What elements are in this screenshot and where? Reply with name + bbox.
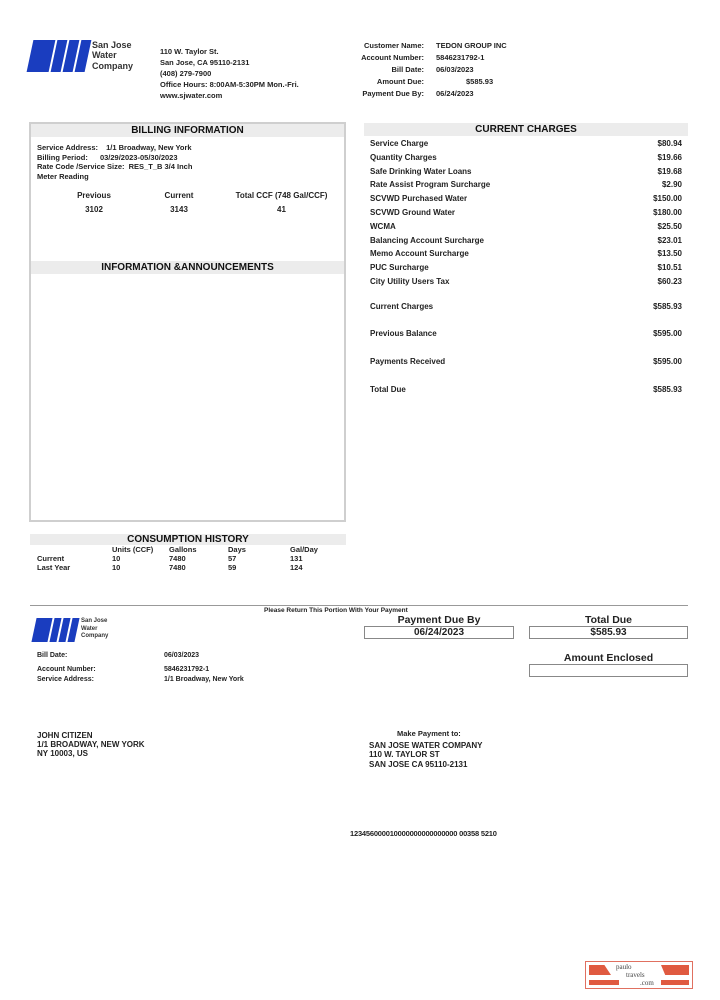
charge-row <box>370 192 682 206</box>
website-link[interactable]: www.sjwater.com <box>160 91 223 100</box>
summary-total-due <box>370 385 682 394</box>
consumption-table <box>37 545 318 572</box>
total-ccf-value: 41 <box>277 205 286 214</box>
charge-amount: $150.00 <box>653 194 682 204</box>
ocr-scan-line: 123456000010000000000000000 00358 5210 <box>350 829 497 838</box>
summary-current-charges <box>370 302 682 311</box>
account-number-value: 5846231792-1 <box>436 53 485 62</box>
charge-label: Rate Assist Program Surcharge <box>370 180 491 190</box>
billing-period-row <box>37 153 338 163</box>
summary-amount: $585.93 <box>653 302 682 311</box>
header-gal-day: Gal/Day <box>290 545 318 554</box>
customer-mailing-address <box>37 731 145 758</box>
days-cell: 59 <box>228 563 237 572</box>
payment-due-label: Payment Due By: <box>362 89 424 98</box>
total-due-value: $585.93 <box>529 626 688 639</box>
company-address <box>160 46 299 101</box>
units-cell: 10 <box>112 563 121 572</box>
company-name-line: Water <box>81 625 98 632</box>
bill-date-value: 06/03/2023 <box>164 652 200 659</box>
current-header: Current <box>164 191 194 200</box>
service-address-label: Service Address: <box>37 676 94 683</box>
charge-amount: $2.90 <box>661 180 682 190</box>
summary-label: Total Due <box>370 385 406 394</box>
payment-due-value: 06/24/2023 <box>436 89 474 98</box>
charge-row <box>370 275 682 289</box>
charge-label: City Utility Users Tax <box>370 276 450 286</box>
address-line: NY 10003, US <box>37 749 88 758</box>
payment-due-by-field <box>364 614 514 639</box>
customer-info <box>340 41 600 98</box>
charge-label: SCVWD Ground Water <box>370 207 456 217</box>
address-line: SAN JOSE WATER COMPANY <box>369 740 483 750</box>
charge-label: Balancing Account Surcharge <box>370 235 484 245</box>
table-row <box>37 554 318 563</box>
announcements-title: INFORMATION &ANNOUNCEMENTS <box>31 261 344 274</box>
charge-amount: $19.68 <box>657 166 682 176</box>
bill-date-label: Bill Date: <box>391 65 424 74</box>
return-notice: Please Return This Portion With Your Payment <box>264 607 408 614</box>
watermark-line: .com <box>640 979 654 987</box>
units-cell: 10 <box>112 554 121 563</box>
table-row <box>37 563 318 572</box>
charge-amount: $19.66 <box>657 152 682 162</box>
row-label: Last Year <box>37 563 71 572</box>
company-name <box>81 618 108 641</box>
charge-label: WCMA <box>370 221 396 231</box>
summary-payments-received <box>370 357 682 366</box>
address-line: 1/1 BROADWAY, NEW YORK <box>37 740 145 749</box>
bill-date-label: Bill Date: <box>37 652 68 659</box>
address-line: 110 W. TAYLOR ST <box>369 750 440 759</box>
company-name-line: Company <box>81 633 109 639</box>
service-address-row <box>37 143 338 153</box>
previous-reading: 3102 <box>85 205 103 214</box>
meter-reading-table <box>31 191 344 214</box>
amount-enclosed-field <box>529 652 688 677</box>
charge-amount: $60.23 <box>657 276 682 286</box>
charge-amount: $13.50 <box>657 249 682 259</box>
total-due-label: Total Due <box>584 614 633 626</box>
current-charges-panel <box>364 123 688 289</box>
billing-period-value: 03/29/2023-05/30/2023 <box>99 152 178 162</box>
watermark-stripe-icon <box>589 965 611 975</box>
charge-label: SCVWD Purchased Water <box>370 194 468 204</box>
address-line: San Jose, CA 95110-2131 <box>160 58 250 67</box>
charge-row <box>370 165 682 179</box>
watermark-text <box>616 963 654 987</box>
consumption-header-row <box>37 545 318 554</box>
days-cell: 57 <box>228 554 237 563</box>
summary-previous-balance <box>370 329 682 338</box>
service-address-label: Service Address: <box>37 143 99 152</box>
company-name-line: San Jose <box>92 40 132 50</box>
payment-due-by-value: 06/24/2023 <box>364 626 514 639</box>
charge-label: PUC Surcharge <box>370 263 429 273</box>
charge-row <box>370 178 682 192</box>
charge-row <box>370 234 682 248</box>
charge-label: Quantity Charges <box>370 152 437 162</box>
watermark-stripe-icon <box>589 980 619 985</box>
remittance-logo <box>34 618 108 642</box>
header-days: Days <box>228 545 246 554</box>
bill-date-value: 06/03/2023 <box>436 65 474 74</box>
charge-amount: $80.94 <box>657 139 682 148</box>
charge-amount: $10.51 <box>657 263 682 273</box>
account-number-value: 5846231792-1 <box>164 666 210 673</box>
account-number-label: Account Number: <box>361 53 424 62</box>
company-name-line: Water <box>92 50 117 61</box>
header-gallons: Gallons <box>169 545 197 554</box>
charge-amount: $23.01 <box>657 235 682 245</box>
customer-name-value: TEDON GROUP INC <box>436 41 507 50</box>
header-units: Units (CCF) <box>112 545 154 554</box>
consumption-history <box>30 534 346 572</box>
account-number-label: Account Number: <box>37 666 96 673</box>
current-charges-title: CURRENT CHARGES <box>364 123 688 136</box>
billing-period-label: Billing Period: <box>37 152 88 162</box>
charge-row <box>370 206 682 220</box>
meter-reading-label: Meter Reading <box>37 171 89 181</box>
watermark-line: paulo <box>616 963 632 971</box>
charge-label: Memo Account Surcharge <box>370 249 469 259</box>
summary-amount: $585.93 <box>653 385 682 394</box>
billing-info-title: BILLING INFORMATION <box>31 124 344 137</box>
tear-line-divider <box>30 605 688 606</box>
address-line: 110 W. Taylor St. <box>160 47 219 56</box>
make-payment-label: Make Payment to: <box>397 729 461 738</box>
rate-code-row <box>37 162 338 172</box>
charge-row <box>370 261 682 275</box>
watermark-stripe-icon <box>661 980 689 985</box>
charge-row <box>370 247 682 261</box>
current-reading: 3143 <box>170 205 188 214</box>
company-logo <box>30 40 133 72</box>
office-hours: Office Hours: 8:00AM-5:30PM Mon.-Fri. <box>160 80 299 89</box>
remittance-details <box>37 652 244 683</box>
consumption-history-title: CONSUMPTION HISTORY <box>30 534 346 545</box>
row-label: Current <box>37 554 65 563</box>
sjw-logo-icon <box>30 40 88 72</box>
header-cell <box>37 545 112 554</box>
customer-name-label: Customer Name: <box>363 41 424 50</box>
amount-enclosed-label: Amount Enclosed <box>563 652 654 664</box>
watermark-stripe-icon <box>661 965 689 975</box>
billing-info-panel <box>29 122 346 522</box>
rate-code-value: RES_T_B 3/4 Inch <box>128 162 193 171</box>
rate-code-label: Rate Code /Service Size: <box>37 162 125 171</box>
charge-amount: $25.50 <box>657 221 682 231</box>
address-line: SAN JOSE CA 95110-2131 <box>369 759 468 769</box>
company-name-line: San Jose <box>81 618 108 624</box>
service-address-value: 1/1 Broadway, New York <box>106 143 192 152</box>
gal-day-cell: 131 <box>290 554 303 563</box>
phone-number: (408) 279-7900 <box>160 69 212 78</box>
service-address-value: 1/1 Broadway, New York <box>164 676 244 683</box>
previous-header: Previous <box>77 191 111 200</box>
summary-label: Current Charges <box>370 302 434 311</box>
payee-address <box>369 729 483 769</box>
charge-row <box>370 220 682 234</box>
charge-label: Safe Drinking Water Loans <box>370 166 472 176</box>
amount-enclosed-input[interactable] <box>529 664 688 677</box>
company-name <box>92 40 133 71</box>
summary-label: Previous Balance <box>370 329 437 338</box>
watermark-line: travels <box>626 971 645 979</box>
summary-label: Payments Received <box>370 357 446 366</box>
total-due-field <box>529 614 688 639</box>
sjw-logo-icon <box>34 618 77 642</box>
address-line: JOHN CITIZEN <box>37 731 93 740</box>
charge-amount: $180.00 <box>653 207 682 217</box>
summary-amount: $595.00 <box>653 329 682 338</box>
total-ccf-header: Total CCF (748 Gal/CCF) <box>235 191 328 200</box>
watermark-logo <box>585 961 693 989</box>
payment-due-by-label: Payment Due By <box>397 614 481 626</box>
gallons-cell: 7480 <box>169 563 186 572</box>
amount-due-value: $585.93 <box>466 77 494 86</box>
summary-amount: $595.00 <box>653 357 682 366</box>
gallons-cell: 7480 <box>169 554 186 563</box>
company-name-line: Company <box>92 60 134 71</box>
charge-row <box>370 151 682 165</box>
gal-day-cell: 124 <box>290 563 303 572</box>
charge-label: Service Charge <box>370 139 429 148</box>
charge-row <box>370 137 682 151</box>
amount-due-label: Amount Due: <box>376 77 424 86</box>
